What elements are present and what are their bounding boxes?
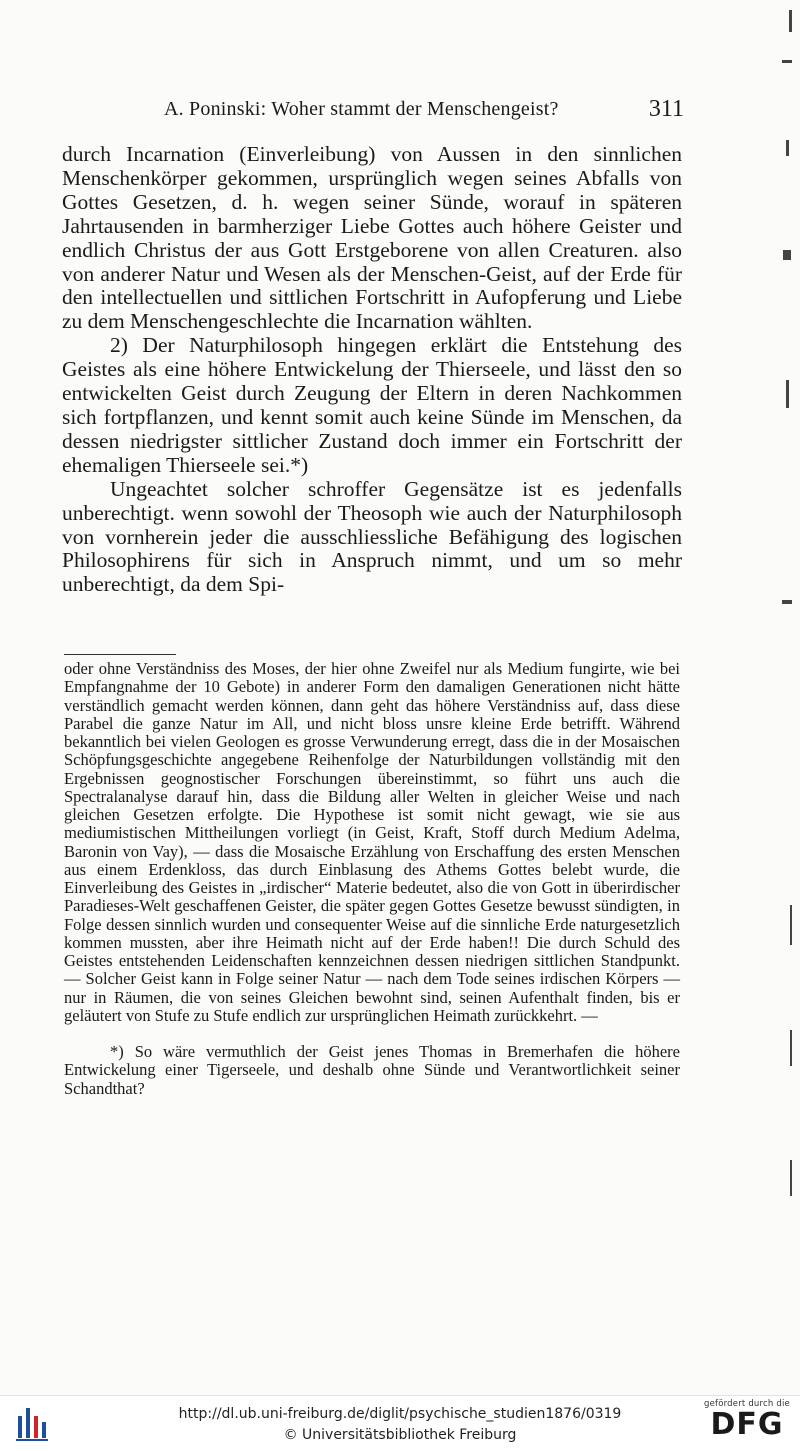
dfg-logo — [702, 1399, 792, 1447]
margin-mark — [783, 250, 791, 260]
paragraph-1: durch Incarnation (Einverleibung) von Aussen in den sinnlichen Menschenkörper gekommen, ursprünglich wegen seines Abfalls von Gottes Gesetzen, d. h. wegen seiner Sünde, worauf in späteren Jahrtausenden in barmherziger Liebe Gottes auch höhere Geister und endlich Christus der aus Gott Erstgeborene von allen Creaturen. also von anderer Natur und Wesen als der Menschen-Geist, auf der Erde für den intellectuellen und sittlichen Fortschritt in Aufopferung und Liebe zu dem Menschengeschlechte die Incarnation wählten. — [62, 142, 682, 334]
dfg-logo-text: DFG — [710, 1407, 784, 1442]
body-text — [62, 143, 682, 597]
footnote-star: *) So wäre vermuthlich der Geist jenes Thomas in Bremerhafen die höhere Entwickelung einer Tigerseele, und deshalb ohne Sünde und Verantwortlichkeit seiner Schandthat? — [64, 1042, 680, 1098]
dfg-caption: gefördert durch die — [704, 1399, 790, 1409]
footnote-continued: oder ohne Verständniss des Moses, der hier ohne Zweifel nur als Medium fungirte, wie bei Empfangnahme der 10 Gebote) in anderer Form den damaligen Generationen nicht hätte verständlich gemacht werden können, dann geht das höhere Verständniss auf, dass diese Parabel die ganze Natur im All, und nicht bloss unsre kleine Erde betrifft. Während bekanntlich bei vielen Geologen es grosse Verwunderung erregt, dass die in der Mosaischen Schöpfungsgeschichte angegebene Reihenfolge der Naturbildungen vollständig mit den Ergebnissen geognostischer Forschungen übereinstimmt, so führt uns auch die Spectralanalyse darauf hin, dass die Bildung aller Welten in gleicher Weise und nach gleichen Gesetzen erfolgte. Die Hypothese ist somit nicht gewagt, wie sie aus mediumistischen Mittheilungen vorliegt (in Geist, Kraft, Stoff durch Medium Adelma, Baronin von Vay), — dass die Mosaische Erzählung von Erschaffung des ersten Menschen aus einem Erdenkloss, das durch Einblasung des Athems Gottes belebt wurde, die Einverleibung des Geistes in „irdischer“ Materie bedeutet, also die von Gott in überirdischer Paradieses-Welt geschaffenen Geister, die später gegen Gottes Gesetze bewusst sündigten, in Folge dessen sinnlich wurden und consequenter Weise auf die sinnliche Erde naturgesetzlich kommen mussten, aber ihre Heimath nicht auf der Erde haben!! Die durch Schuld des Geistes entstehenden Leidenschaften kennzeichnen dessen niedrigen sittlichen Standpunkt. — Solcher Geist kann in Folge seiner Natur — nach dem Tode seines irdischen Körpers — nur in Räumen, die von seines Gleichen bewohnt sind, seinen Aufenthalt finden, bis er geläutert von Stufe zu Stufe endlich zur ursprünglichen Heimath zurückkehrt. — — [64, 659, 680, 1025]
margin-mark — [782, 60, 792, 63]
paragraph-3: Ungeachtet solcher schroffer Gegensätze ist es jedenfalls unberechtigt. wenn sowohl der Theosoph wie auch der Naturphilosoph von vornherein jeder die ausschliessliche Befähigung des logischen Philosophirens für sich in Anspruch nimmt, und um so mehr unberechtigt, da dem Spi- — [62, 476, 682, 597]
footnote-separator — [64, 654, 176, 655]
page-header — [64, 96, 684, 126]
margin-mark — [790, 905, 792, 945]
margin-mark — [786, 380, 789, 408]
margin-mark — [789, 10, 792, 32]
margin-mark — [790, 1160, 792, 1196]
viewer-footer — [0, 1395, 800, 1451]
margin-mark — [790, 1030, 792, 1066]
footer-copyright: © Universitätsbibliothek Freiburg — [283, 1427, 517, 1443]
page-number: 311 — [648, 96, 684, 122]
footer-url[interactable]: http://dl.ub.uni-freiburg.de/diglit/psychische_studien1876/0319 — [178, 1406, 622, 1422]
margin-mark — [786, 140, 789, 156]
margin-mark — [782, 600, 792, 604]
paragraph-2: 2) Der Naturphilosoph hingegen erklärt die Entstehung des Geistes als eine höhere Entwickelung der Thierseele, und lässt den so entwickelten Geist durch Zeugung der Eltern in deren Nachkommen sich fortpflanzen, und kennt somit auch keine Sünde im Menschen, da dessen niedrigster sittlicher Zustand doch immer ein Fortschritt der ehemaligen Thierseele sei.*) — [62, 333, 682, 477]
footnotes — [64, 660, 680, 1098]
running-head: A. Poninski: Woher stammt der Menschengeist? — [164, 98, 559, 120]
